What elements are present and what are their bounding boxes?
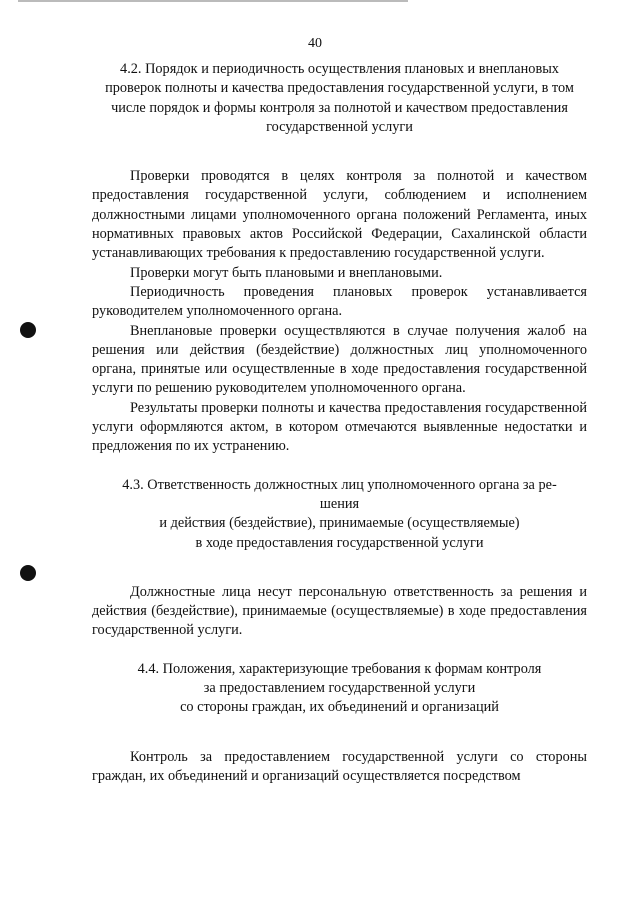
heading-line: шения xyxy=(319,495,360,512)
heading-line: 4.3. Ответственность должностных лиц уполномоченного органа за ре- xyxy=(122,476,557,493)
section-4-4-heading xyxy=(92,660,587,718)
section-4-3-heading xyxy=(92,476,587,553)
heading-line: и действия (бездействие), принимаемые (осуществляемые) xyxy=(159,515,520,532)
heading-line: государственной услуги xyxy=(266,118,413,135)
paragraph: Внеплановые проверки осуществляются в случае получения жалоб на решения или действия (бездействие) должностных лиц уполномоченного органа, принятые или осуществленные в ходе предоставления государственной услуги по решению руководителем уполномоченного органа. xyxy=(92,322,587,397)
section-4-2-heading xyxy=(92,60,587,137)
punch-hole-upper xyxy=(20,322,36,338)
heading-line: 4.2. Порядок и периодичность осуществления плановых и внеплановых xyxy=(120,61,559,77)
paragraph: Проверки могут быть плановыми и внеплановыми. xyxy=(130,264,443,281)
heading-line: проверок полноты и качества предоставления государственной услуги, в том xyxy=(105,80,574,97)
paragraph: Периодичность проведения плановых проверок устанавливается руководителем уполномоченного органа. xyxy=(92,283,587,320)
paragraph: Проверки проводятся в целях контроля за полнотой и качеством предоставления государственной услуги, соблюдением и исполнением должностными лицами уполномоченного органа положений Регламента, иных нормативных правовых актов Российской Федерации, Сахалинской области устанавливающих требования к предоставлению государственной услуги. xyxy=(92,168,587,262)
heading-line: за предоставлением государственной услуги xyxy=(203,680,476,697)
page-number: 40 xyxy=(308,36,322,51)
top-scan-rule xyxy=(18,0,408,2)
heading-line: 4.4. Положения, характеризующие требования к формам контроля xyxy=(137,660,542,677)
paragraph: Результаты проверки полноты и качества предоставления государственной услуги оформляются актом, в котором отмечаются выявленные недостатки и предложения по их устранению. xyxy=(92,399,587,455)
punch-hole-lower xyxy=(20,565,36,581)
paragraph: Контроль за предоставлением государственной услуги со стороны граждан, их объединений и организаций осуществляется посредством xyxy=(92,748,587,784)
paragraph: Должностные лица несут персональную ответственность за решения и действия (бездействие), принимаемые (осуществляемые) в ходе предоставления государственной услуги. xyxy=(92,583,587,639)
document-body xyxy=(92,60,587,786)
heading-line: в ходе предоставления государственной услуги xyxy=(195,534,484,551)
heading-line: числе порядок и формы контроля за полнотой и качеством предоставления xyxy=(111,99,568,116)
heading-line: со стороны граждан, их объединений и организаций xyxy=(180,699,499,716)
